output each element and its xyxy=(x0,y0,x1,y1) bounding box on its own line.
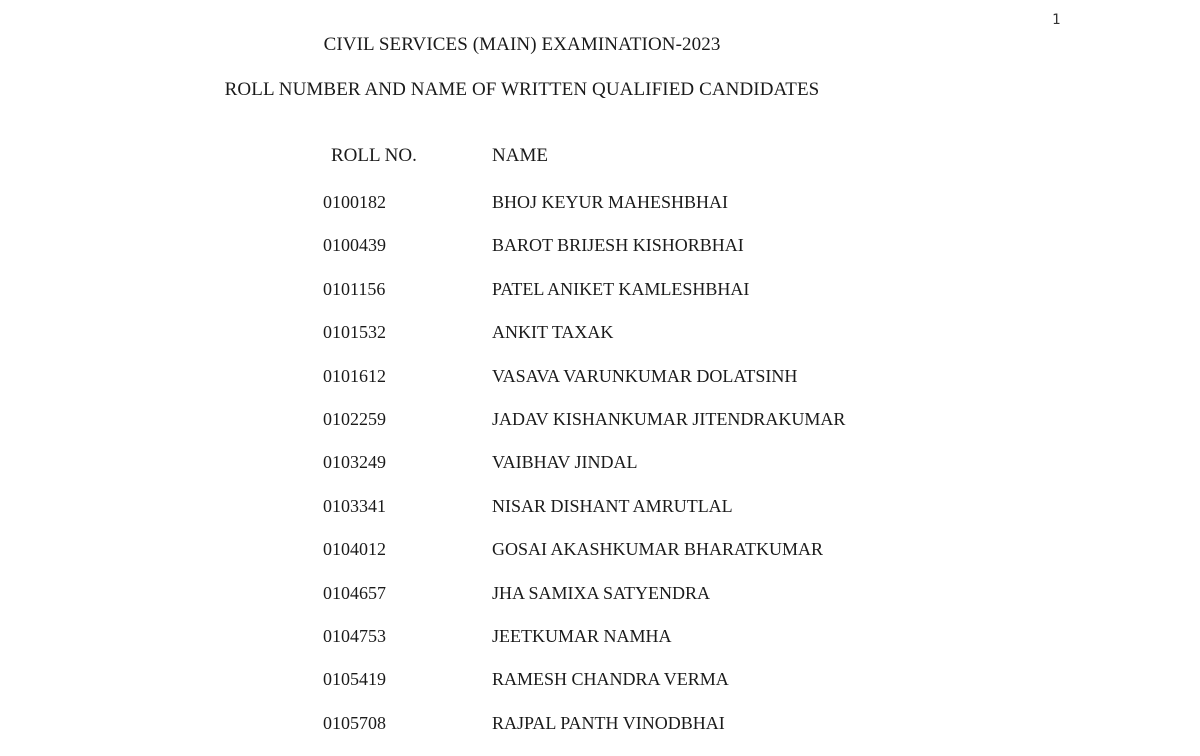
candidates-table xyxy=(0,145,1200,733)
name-header: NAME xyxy=(492,145,548,166)
table-row xyxy=(0,366,1200,409)
roll-no-cell: 0104012 xyxy=(323,539,386,560)
name-cell: ANKIT TAXAK xyxy=(492,322,614,343)
table-row xyxy=(0,539,1200,582)
table-row xyxy=(0,713,1200,756)
roll-no-header: ROLL NO. xyxy=(331,145,417,166)
name-cell: VAIBHAV JINDAL xyxy=(492,452,638,473)
table-row xyxy=(0,583,1200,626)
name-cell: BHOJ KEYUR MAHESHBHAI xyxy=(492,192,729,212)
table-row xyxy=(0,279,1200,322)
table-row xyxy=(0,626,1200,669)
document-title: CIVIL SERVICES (MAIN) EXAMINATION-2023 xyxy=(323,34,721,55)
name-cell: VASAVA VARUNKUMAR DOLATSINH xyxy=(492,365,798,386)
roll-no-cell: 0103249 xyxy=(323,452,386,473)
name-cell: NISAR DISHANT AMRUTLAL xyxy=(492,495,733,516)
roll-no-cell: 0101612 xyxy=(323,365,386,386)
roll-no-cell: 0103341 xyxy=(323,495,386,516)
page-number: 1 xyxy=(1052,12,1061,28)
roll-no-cell: 0104657 xyxy=(323,582,386,603)
name-cell: JADAV KISHANKUMAR JITENDRAKUMAR xyxy=(492,408,846,429)
document-subtitle: ROLL NUMBER AND NAME OF WRITTEN QUALIFIED CANDIDATES xyxy=(224,79,820,100)
roll-no-cell: 0101156 xyxy=(323,278,386,299)
table-body xyxy=(0,192,1200,756)
table-header-row xyxy=(0,145,1200,169)
table-row xyxy=(0,669,1200,712)
table-row xyxy=(0,322,1200,365)
name-cell: GOSAI AKASHKUMAR BHARATKUMAR xyxy=(492,539,824,560)
table-row xyxy=(0,452,1200,495)
roll-no-cell: 0100182 xyxy=(323,192,386,212)
roll-no-cell: 0102259 xyxy=(323,408,386,429)
roll-no-cell: 0101532 xyxy=(323,322,386,343)
name-cell: JEETKUMAR NAMHA xyxy=(492,625,672,646)
table-row xyxy=(0,192,1200,235)
table-row xyxy=(0,235,1200,278)
name-cell: PATEL ANIKET KAMLESHBHAI xyxy=(492,278,750,299)
roll-no-cell: 0105708 xyxy=(323,712,386,733)
table-row xyxy=(0,496,1200,539)
name-cell: JHA SAMIXA SATYENDRA xyxy=(492,582,711,603)
name-cell: RAJPAL PANTH VINODBHAI xyxy=(492,712,725,733)
roll-no-cell: 0104753 xyxy=(323,625,386,646)
table-row xyxy=(0,409,1200,452)
roll-no-cell: 0105419 xyxy=(323,669,386,690)
name-cell: RAMESH CHANDRA VERMA xyxy=(492,669,729,690)
name-cell: BAROT BRIJESH KISHORBHAI xyxy=(492,235,744,256)
roll-no-cell: 0100439 xyxy=(323,235,386,256)
